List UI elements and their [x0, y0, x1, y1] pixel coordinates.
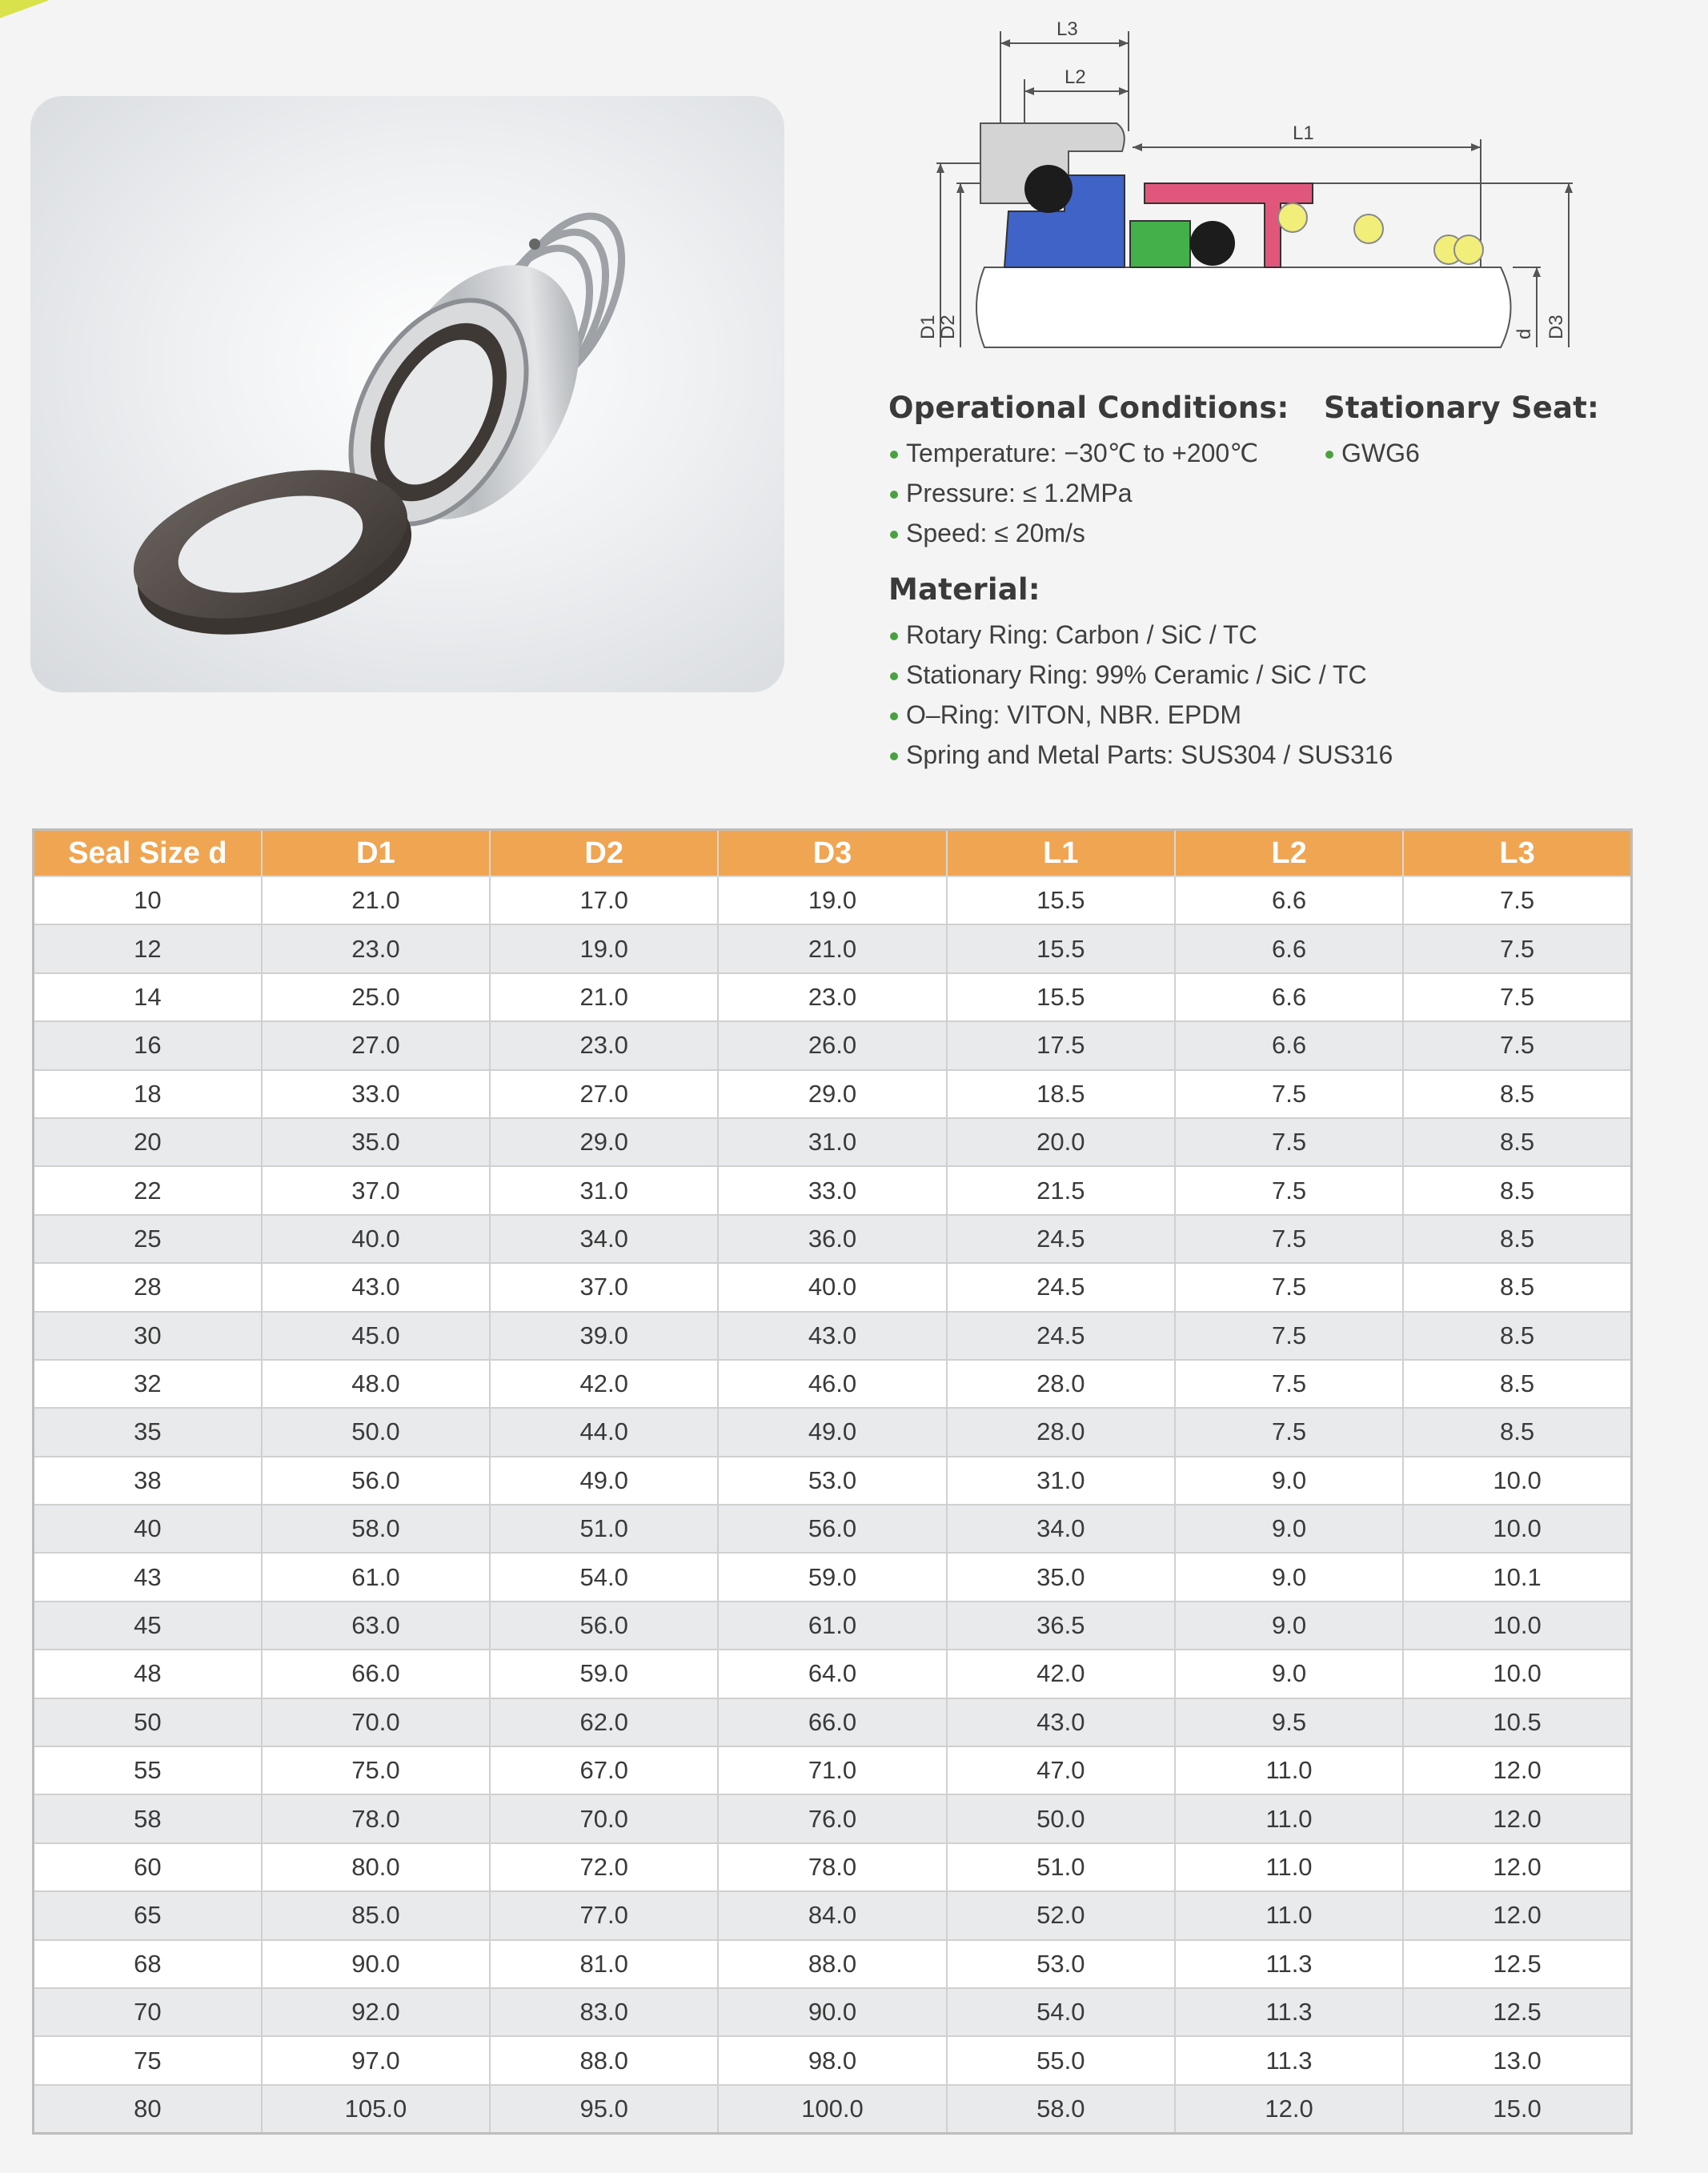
table-cell: 49.0 [490, 1457, 718, 1505]
table-cell: 51.0 [947, 1843, 1175, 1891]
table-cell: 54.0 [490, 1553, 718, 1601]
table-row [34, 1070, 1632, 1118]
table-cell: 85.0 [262, 1891, 490, 1939]
table-cell: 58.0 [262, 1505, 490, 1553]
table-cell: 7.5 [1175, 1118, 1403, 1166]
table-cell: 12 [34, 924, 262, 972]
table-cell: 11.0 [1175, 1843, 1403, 1891]
table-cell: 10.5 [1403, 1698, 1631, 1746]
list-item: Rotary Ring: Carbon / SiC / TC [888, 615, 1393, 655]
table-cell: 60 [34, 1843, 262, 1891]
table-cell: 66.0 [262, 1650, 490, 1698]
table-cell: 20 [34, 1118, 262, 1166]
table-row [34, 1360, 1632, 1408]
table-body [34, 876, 1632, 2134]
material-list [888, 615, 1393, 775]
table-cell: 77.0 [490, 1891, 718, 1939]
table-row [34, 1457, 1632, 1505]
table-cell: 54.0 [947, 1988, 1175, 2036]
table-cell: 56.0 [718, 1505, 946, 1553]
table-cell: 23.0 [490, 1021, 718, 1069]
table-cell: 71.0 [718, 1746, 946, 1794]
table-cell: 50.0 [262, 1408, 490, 1456]
table-cell: 7.5 [1175, 1215, 1403, 1263]
table-cell: 51.0 [490, 1505, 718, 1553]
label-l3: L3 [1056, 18, 1078, 40]
table-cell: 48.0 [262, 1360, 490, 1408]
table-cell: 88.0 [718, 1940, 946, 1988]
table-header-row [34, 830, 1632, 877]
table-cell: 78.0 [262, 1794, 490, 1842]
table-cell: 27.0 [490, 1070, 718, 1118]
table-cell: 37.0 [262, 1166, 490, 1214]
table-cell: 6.6 [1175, 1021, 1403, 1069]
table-cell: 76.0 [718, 1794, 946, 1842]
table-cell: 6.6 [1175, 876, 1403, 924]
table-cell: 92.0 [262, 1988, 490, 2036]
table-row [34, 1263, 1632, 1311]
table-cell: 9.0 [1175, 1505, 1403, 1553]
table-cell: 35.0 [262, 1118, 490, 1166]
table-cell: 9.0 [1175, 1650, 1403, 1698]
table-cell: 8.5 [1403, 1408, 1631, 1456]
seal-cross-section-diagram [904, 11, 1593, 363]
table-cell: 70.0 [490, 1794, 718, 1842]
table-cell: 9.5 [1175, 1698, 1403, 1746]
table-cell: 9.0 [1175, 1457, 1403, 1505]
table-cell: 64.0 [718, 1650, 946, 1698]
table-row [34, 1215, 1632, 1263]
table-cell: 11.3 [1175, 1940, 1403, 1988]
table-cell: 36.0 [718, 1215, 946, 1263]
table-cell: 15.5 [947, 973, 1175, 1021]
table-cell: 75 [34, 2036, 262, 2084]
table-cell: 10.0 [1403, 1505, 1631, 1553]
table-row [34, 1166, 1632, 1214]
list-item: Speed: ≤ 20m/s [888, 513, 1289, 553]
table-cell: 40.0 [262, 1215, 490, 1263]
table-cell: 12.5 [1403, 1988, 1631, 2036]
table-cell: 61.0 [262, 1553, 490, 1601]
table-cell: 75.0 [262, 1746, 490, 1794]
table-cell: 18 [34, 1070, 262, 1118]
table-row [34, 1553, 1632, 1601]
table-cell: 21.0 [718, 924, 946, 972]
table-cell: 35.0 [947, 1553, 1175, 1601]
table-cell: 24.5 [947, 1312, 1175, 1360]
table-row [34, 1505, 1632, 1553]
table-cell: 52.0 [947, 1891, 1175, 1939]
table-cell: 10.1 [1403, 1553, 1631, 1601]
table-row [34, 1021, 1632, 1069]
table-cell: 78.0 [718, 1843, 946, 1891]
table-row [34, 876, 1632, 924]
operational-conditions [888, 391, 1289, 553]
table-cell: 105.0 [262, 2085, 490, 2134]
dimensions-table [32, 828, 1633, 2135]
table-cell: 12.0 [1175, 2085, 1403, 2134]
table-row [34, 1312, 1632, 1360]
table-cell: 9.0 [1175, 1553, 1403, 1601]
corner-accent [0, 0, 48, 22]
table-cell: 25 [34, 1215, 262, 1263]
table-cell: 7.5 [1175, 1166, 1403, 1214]
table-cell: 8.5 [1403, 1360, 1631, 1408]
label-d3: D3 [1546, 315, 1567, 339]
table-cell: 12.0 [1403, 1746, 1631, 1794]
table-cell: 12.5 [1403, 1940, 1631, 1988]
table-cell: 68 [34, 1940, 262, 1988]
table-cell: 10.0 [1403, 1457, 1631, 1505]
table-cell: 81.0 [490, 1940, 718, 1988]
label-d2: D2 [937, 315, 959, 339]
stationary-seat-list [1324, 433, 1599, 473]
table-cell: 42.0 [947, 1650, 1175, 1698]
table-cell: 90.0 [262, 1940, 490, 1988]
table-cell: 22 [34, 1166, 262, 1214]
table-cell: 9.0 [1175, 1602, 1403, 1650]
list-item: Pressure: ≤ 1.2MPa [888, 473, 1289, 513]
table-cell: 61.0 [718, 1602, 946, 1650]
table-row [34, 1746, 1632, 1794]
table-cell: 15.5 [947, 876, 1175, 924]
table-cell: 98.0 [718, 2036, 946, 2084]
table-cell: 7.5 [1403, 1021, 1631, 1069]
table-cell: 8.5 [1403, 1263, 1631, 1311]
table-cell: 12.0 [1403, 1891, 1631, 1939]
table-cell: 31.0 [947, 1457, 1175, 1505]
table-cell: 28.0 [947, 1408, 1175, 1456]
list-item: GWG6 [1324, 433, 1599, 473]
product-photo [30, 96, 784, 692]
table-row [34, 1794, 1632, 1842]
table-cell: 24.5 [947, 1263, 1175, 1311]
table-cell: 44.0 [490, 1408, 718, 1456]
table-cell: 45 [34, 1602, 262, 1650]
dimensions-table-wrap [32, 828, 1633, 2135]
table-cell: 31.0 [718, 1118, 946, 1166]
table-cell: 18.5 [947, 1070, 1175, 1118]
table-cell: 8.5 [1403, 1215, 1631, 1263]
table-cell: 26.0 [718, 1021, 946, 1069]
table-cell: 34.0 [947, 1505, 1175, 1553]
table-cell: 25.0 [262, 973, 490, 1021]
table-cell: 29.0 [718, 1070, 946, 1118]
table-cell: 37.0 [490, 1263, 718, 1311]
stationary-seat [1324, 391, 1599, 473]
table-cell: 11.0 [1175, 1794, 1403, 1842]
table-cell: 48 [34, 1650, 262, 1698]
list-item: Spring and Metal Parts: SUS304 / SUS316 [888, 735, 1393, 775]
table-cell: 10.0 [1403, 1602, 1631, 1650]
header-seal-size: Seal Size d [34, 830, 262, 877]
table-cell: 7.5 [1403, 924, 1631, 972]
table-cell: 11.3 [1175, 1988, 1403, 2036]
material-title: Material: [888, 572, 1040, 607]
table-cell: 12.0 [1403, 1843, 1631, 1891]
table-cell: 83.0 [490, 1988, 718, 2036]
header-l2: L2 [1175, 830, 1403, 877]
table-cell: 50.0 [947, 1794, 1175, 1842]
header-d3: D3 [718, 830, 946, 877]
table-cell: 43.0 [947, 1698, 1175, 1746]
table-cell: 7.5 [1175, 1070, 1403, 1118]
table-cell: 43.0 [262, 1263, 490, 1311]
table-cell: 7.5 [1175, 1312, 1403, 1360]
table-cell: 84.0 [718, 1891, 946, 1939]
table-cell: 28 [34, 1263, 262, 1311]
table-row [34, 1118, 1632, 1166]
table-cell: 12.0 [1403, 1794, 1631, 1842]
table-cell: 7.5 [1175, 1360, 1403, 1408]
table-cell: 56.0 [490, 1602, 718, 1650]
table-cell: 59.0 [490, 1650, 718, 1698]
table-cell: 6.6 [1175, 973, 1403, 1021]
table-cell: 43 [34, 1553, 262, 1601]
header-d2: D2 [490, 830, 718, 877]
table-cell: 72.0 [490, 1843, 718, 1891]
table-cell: 17.5 [947, 1021, 1175, 1069]
table-cell: 27.0 [262, 1021, 490, 1069]
table-cell: 23.0 [262, 924, 490, 972]
table-cell: 55.0 [947, 2036, 1175, 2084]
list-item: Temperature: −30℃ to +200℃ [888, 433, 1289, 473]
table-cell: 70 [34, 1988, 262, 2036]
table-cell: 7.5 [1175, 1408, 1403, 1456]
label-l2: L2 [1064, 66, 1086, 88]
list-item: O–Ring: VITON, NBR. EPDM [888, 695, 1393, 735]
table-cell: 8.5 [1403, 1070, 1631, 1118]
table-cell: 11.0 [1175, 1891, 1403, 1939]
table-row [34, 1891, 1632, 1939]
table-row [34, 1940, 1632, 1988]
table-cell: 15.5 [947, 924, 1175, 972]
table-cell: 55 [34, 1746, 262, 1794]
table-cell: 10 [34, 876, 262, 924]
table-cell: 50 [34, 1698, 262, 1746]
table-cell: 19.0 [490, 924, 718, 972]
table-row [34, 1602, 1632, 1650]
table-cell: 17.0 [490, 876, 718, 924]
table-cell: 58 [34, 1794, 262, 1842]
table-cell: 21.0 [262, 876, 490, 924]
table-cell: 21.5 [947, 1166, 1175, 1214]
table-cell: 7.5 [1403, 876, 1631, 924]
table-cell: 20.0 [947, 1118, 1175, 1166]
table-cell: 33.0 [718, 1166, 946, 1214]
header-d1: D1 [262, 830, 490, 877]
label-l1: L1 [1293, 122, 1314, 144]
stationary-seat-title: Stationary Seat: [1324, 391, 1600, 425]
material [888, 572, 1393, 775]
list-item: Stationary Ring: 99% Ceramic / SiC / TC [888, 655, 1393, 695]
table-cell: 13.0 [1403, 2036, 1631, 2084]
table-cell: 32 [34, 1360, 262, 1408]
table-cell: 14 [34, 973, 262, 1021]
table-cell: 7.5 [1403, 973, 1631, 1021]
header-l1: L1 [947, 830, 1175, 877]
operational-conditions-title: Operational Conditions: [888, 391, 1289, 425]
table-cell: 31.0 [490, 1166, 718, 1214]
table-cell: 21.0 [490, 973, 718, 1021]
table-row [34, 1408, 1632, 1456]
table-cell: 42.0 [490, 1360, 718, 1408]
table-cell: 56.0 [262, 1457, 490, 1505]
table-cell: 28.0 [947, 1360, 1175, 1408]
table-cell: 53.0 [947, 1940, 1175, 1988]
table-row [34, 1698, 1632, 1746]
table-cell: 8.5 [1403, 1166, 1631, 1214]
label-d1: D1 [917, 315, 939, 339]
table-cell: 46.0 [718, 1360, 946, 1408]
table-cell: 33.0 [262, 1070, 490, 1118]
table-cell: 70.0 [262, 1698, 490, 1746]
table-row [34, 1988, 1632, 2036]
table-cell: 43.0 [718, 1312, 946, 1360]
table-cell: 67.0 [490, 1746, 718, 1794]
table-cell: 23.0 [718, 973, 946, 1021]
table-cell: 80.0 [262, 1843, 490, 1891]
table-row [34, 973, 1632, 1021]
operational-conditions-list [888, 433, 1289, 553]
table-row [34, 2036, 1632, 2084]
table-cell: 40.0 [718, 1263, 946, 1311]
table-cell: 53.0 [718, 1457, 946, 1505]
table-cell: 8.5 [1403, 1312, 1631, 1360]
table-cell: 11.0 [1175, 1746, 1403, 1794]
table-cell: 34.0 [490, 1215, 718, 1263]
table-cell: 15.0 [1403, 2085, 1631, 2134]
table-cell: 35 [34, 1408, 262, 1456]
table-cell: 36.5 [947, 1602, 1175, 1650]
table-cell: 8.5 [1403, 1118, 1631, 1166]
table-cell: 39.0 [490, 1312, 718, 1360]
table-cell: 97.0 [262, 2036, 490, 2084]
table-cell: 63.0 [262, 1602, 490, 1650]
table-cell: 95.0 [490, 2085, 718, 2134]
header-l3: L3 [1403, 830, 1631, 877]
table-cell: 19.0 [718, 876, 946, 924]
table-cell: 62.0 [490, 1698, 718, 1746]
label-d: d [1514, 328, 1535, 339]
table-row [34, 2085, 1632, 2134]
table-cell: 6.6 [1175, 924, 1403, 972]
table-cell: 59.0 [718, 1553, 946, 1601]
table-cell: 100.0 [718, 2085, 946, 2134]
table-cell: 47.0 [947, 1746, 1175, 1794]
table-cell: 80 [34, 2085, 262, 2134]
table-cell: 65 [34, 1891, 262, 1939]
table-cell: 30 [34, 1312, 262, 1360]
table-row [34, 924, 1632, 972]
table-cell: 90.0 [718, 1988, 946, 2036]
table-cell: 7.5 [1175, 1263, 1403, 1311]
table-cell: 49.0 [718, 1408, 946, 1456]
table-cell: 10.0 [1403, 1650, 1631, 1698]
table-cell: 29.0 [490, 1118, 718, 1166]
table-cell: 40 [34, 1505, 262, 1553]
table-cell: 38 [34, 1457, 262, 1505]
table-cell: 24.5 [947, 1215, 1175, 1263]
table-row [34, 1843, 1632, 1891]
table-cell: 58.0 [947, 2085, 1175, 2134]
table-cell: 45.0 [262, 1312, 490, 1360]
table-cell: 88.0 [490, 2036, 718, 2084]
table-cell: 66.0 [718, 1698, 946, 1746]
table-cell: 16 [34, 1021, 262, 1069]
table-cell: 11.3 [1175, 2036, 1403, 2084]
table-row [34, 1650, 1632, 1698]
